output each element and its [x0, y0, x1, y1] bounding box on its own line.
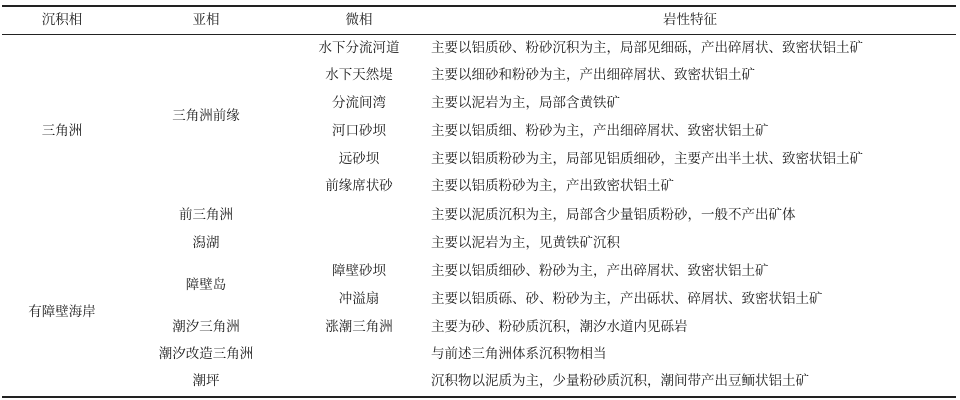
header-rule [2, 34, 956, 35]
microfacies-cell: 障壁砂坝 [332, 263, 386, 279]
microfacies-cell: 涨潮三角洲 [325, 319, 393, 335]
facies-barrier-coast: 有障壁海岸 [28, 304, 96, 320]
header-lithology: 岩性特征 [663, 12, 717, 28]
microfacies-cell: 冲溢扇 [338, 291, 380, 307]
lithology-cell: 主要以细砂和粉砂为主，产出细碎屑状、致密状铝土矿 [431, 67, 755, 83]
header-facies: 沉积相 [41, 12, 83, 28]
lithology-cell: 主要以泥质沉积为主，局部含少量铝质粉砂，一般不产出矿体 [431, 207, 796, 223]
microfacies-cell: 分流间湾 [332, 95, 386, 111]
subfacies-lagoon: 潟湖 [192, 235, 220, 251]
subfacies-delta-front: 三角洲前缘 [172, 108, 240, 124]
microfacies-cell: 远砂坝 [338, 151, 380, 167]
lithology-cell: 主要以铝质砂、粉砂沉积为主，局部见细砾，产出碎屑状、致密状铝土矿 [431, 40, 863, 56]
header-subfacies: 亚相 [192, 12, 220, 28]
subfacies-barrier-island: 障壁岛 [185, 277, 227, 293]
header-microfacies: 微相 [345, 12, 373, 28]
lithology-cell: 主要以铝质粉砂为主，产出致密状铝土矿 [431, 178, 674, 194]
lithology-cell: 主要以泥岩为主，局部含黄铁矿 [431, 95, 620, 111]
lithology-cell: 与前述三角洲体系沉积物相当 [431, 346, 607, 362]
microfacies-cell: 前缘席状砂 [325, 178, 393, 194]
subfacies-prodelta: 前三角洲 [179, 207, 233, 223]
microfacies-cell: 河口砂坝 [332, 123, 386, 139]
lithology-cell: 主要以铝质砾、砂、粉砂为主，产出砾状、碎屑状、致密状铝土矿 [431, 291, 823, 307]
microfacies-cell: 水下天然堤 [325, 67, 393, 83]
table-bottom-rule [2, 396, 956, 398]
microfacies-cell: 水下分流河道 [318, 40, 400, 56]
lithology-cell: 主要以铝质细、粉砂为主，产出细碎屑状、致密状铝土矿 [431, 123, 769, 139]
subfacies-tidal-delta: 潮汐三角洲 [172, 319, 240, 335]
lithology-cell: 主要以铝质粉砂为主，局部见铝质细砂，主要产出半土状、致密状铝土矿 [431, 151, 863, 167]
subfacies-tidal-flat: 潮坪 [192, 373, 220, 389]
lithology-cell: 主要为砂、粉砂质沉积，潮汐水道内见砾岩 [431, 319, 688, 335]
subfacies-tide-modified-delta: 潮汐改造三角洲 [158, 346, 254, 362]
lithology-cell: 主要以铝质细砂、粉砂为主，产出碎屑状、致密状铝土矿 [431, 263, 769, 279]
lithology-cell: 沉积物以泥质为主，少量粉砂质沉积，潮间带产出豆鲕状铝土矿 [431, 373, 809, 389]
lithology-cell: 主要以泥岩为主，见黄铁矿沉积 [431, 235, 620, 251]
facies-delta: 三角洲 [41, 123, 83, 139]
table-top-rule [2, 5, 956, 7]
